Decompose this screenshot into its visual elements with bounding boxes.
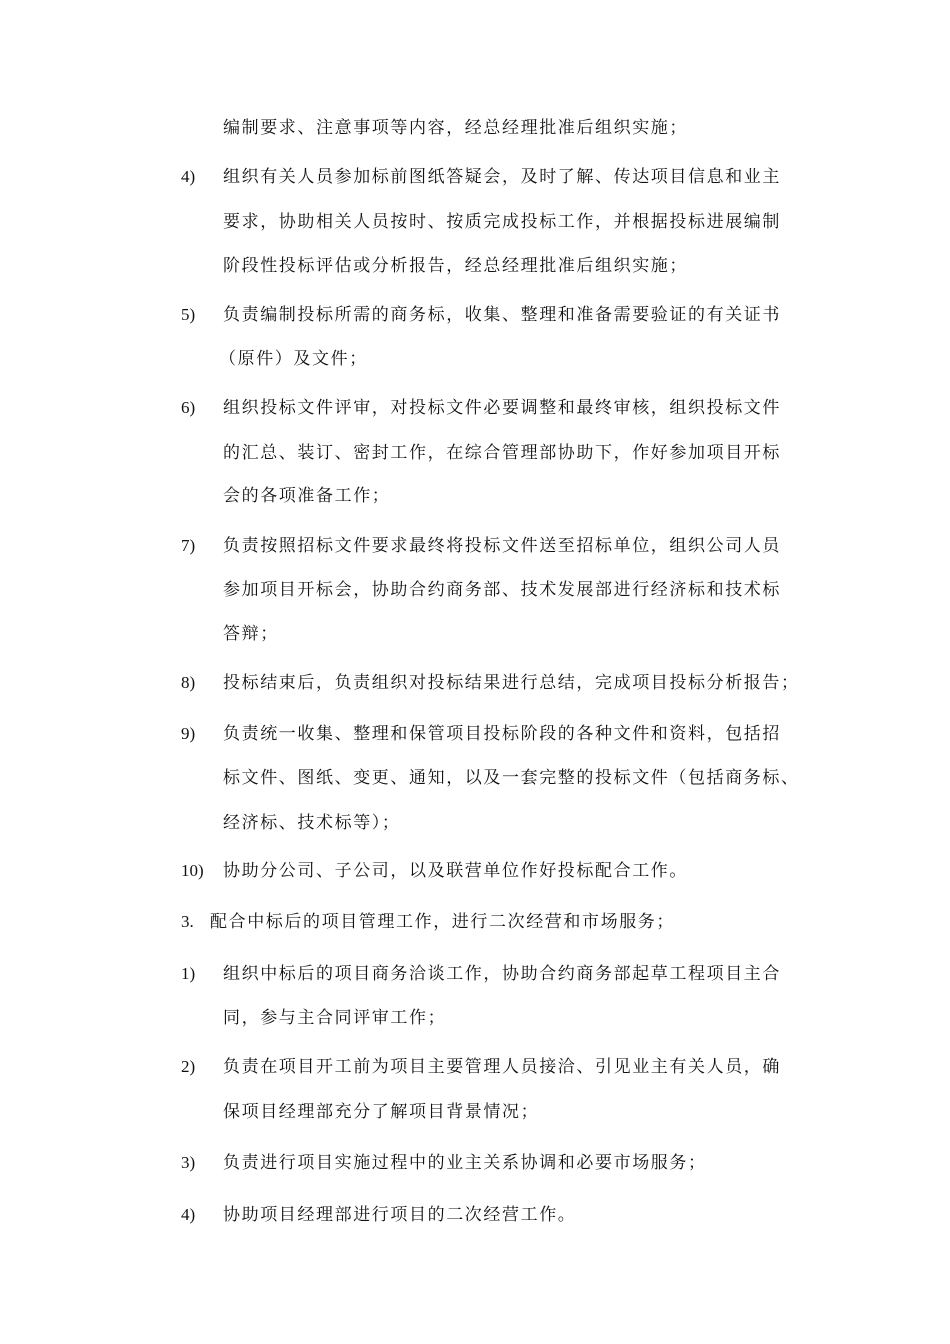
item-number: 8) — [181, 673, 196, 692]
section-title: 配合中标后的项目管理工作，进行二次经营和市场服务； — [210, 912, 675, 932]
paragraph-line: 编制要求、注意事项等内容，经总经理批准后组织实施； — [223, 118, 688, 138]
item-number: 10) — [181, 861, 204, 880]
paragraph-line: 同，参与主合同评审工作； — [223, 1008, 447, 1028]
paragraph-line: 组织有关人员参加标前图纸答疑会，及时了解、传达项目信息和业主 — [223, 167, 781, 187]
paragraph-line: 投标结束后，负责组织对投标结果进行总结，完成项目投标分析报告； — [223, 673, 800, 693]
paragraph-line: 负责按照招标文件要求最终将投标文件送至招标单位，组织公司人员 — [223, 536, 781, 556]
item-number: 3) — [181, 1153, 196, 1172]
paragraph-line: 的汇总、装订、密封工作，在综合管理部协助下，作好参加项目开标 — [223, 443, 781, 463]
item-number: 1) — [181, 964, 196, 983]
item-number: 4) — [181, 1205, 196, 1224]
paragraph-line: 标文件、图纸、变更、通知，以及一套完整的投标文件（包括商务标、 — [223, 768, 800, 788]
item-number: 2) — [181, 1057, 196, 1076]
item-number: 6) — [181, 398, 196, 417]
paragraph-line: 协助项目经理部进行项目的二次经营工作。 — [223, 1205, 577, 1225]
paragraph-line: （原件）及文件； — [219, 349, 368, 369]
paragraph-line: 会的各项准备工作； — [223, 486, 391, 506]
paragraph-line: 经济标、技术标等）； — [223, 813, 401, 833]
paragraph-line: 负责在项目开工前为项目主要管理人员接洽、引见业主有关人员，确 — [223, 1057, 781, 1077]
paragraph-line: 组织投标文件评审，对投标文件必要调整和最终审核，组织投标文件 — [223, 398, 781, 418]
paragraph-line: 保项目经理部充分了解项目背景情况； — [223, 1102, 540, 1122]
item-number: 4) — [181, 167, 196, 186]
paragraph-line: 阶段性投标评估或分析报告，经总经理批准后组织实施； — [223, 256, 688, 276]
item-number: 9) — [181, 724, 196, 743]
section-number: 3. — [181, 912, 194, 931]
paragraph-line: 负责编制投标所需的商务标，收集、整理和准备需要验证的有关证书 — [223, 305, 781, 325]
paragraph-line: 协助分公司、子公司，以及联营单位作好投标配合工作。 — [223, 861, 688, 881]
paragraph-line: 组织中标后的项目商务洽谈工作，协助合约商务部起草工程项目主合 — [223, 964, 781, 984]
paragraph-line: 负责统一收集、整理和保管项目投标阶段的各种文件和资料，包括招 — [223, 724, 781, 744]
item-number: 7) — [181, 536, 196, 555]
paragraph-line: 答辩； — [223, 624, 279, 644]
paragraph-line: 参加项目开标会，协助合约商务部、技术发展部进行经济标和技术标 — [223, 580, 781, 600]
paragraph-line: 要求，协助相关人员按时、按质完成投标工作，并根据投标进展编制 — [223, 212, 781, 232]
paragraph-line: 负责进行项目实施过程中的业主关系协调和必要市场服务； — [223, 1153, 707, 1173]
item-number: 5) — [181, 305, 196, 324]
